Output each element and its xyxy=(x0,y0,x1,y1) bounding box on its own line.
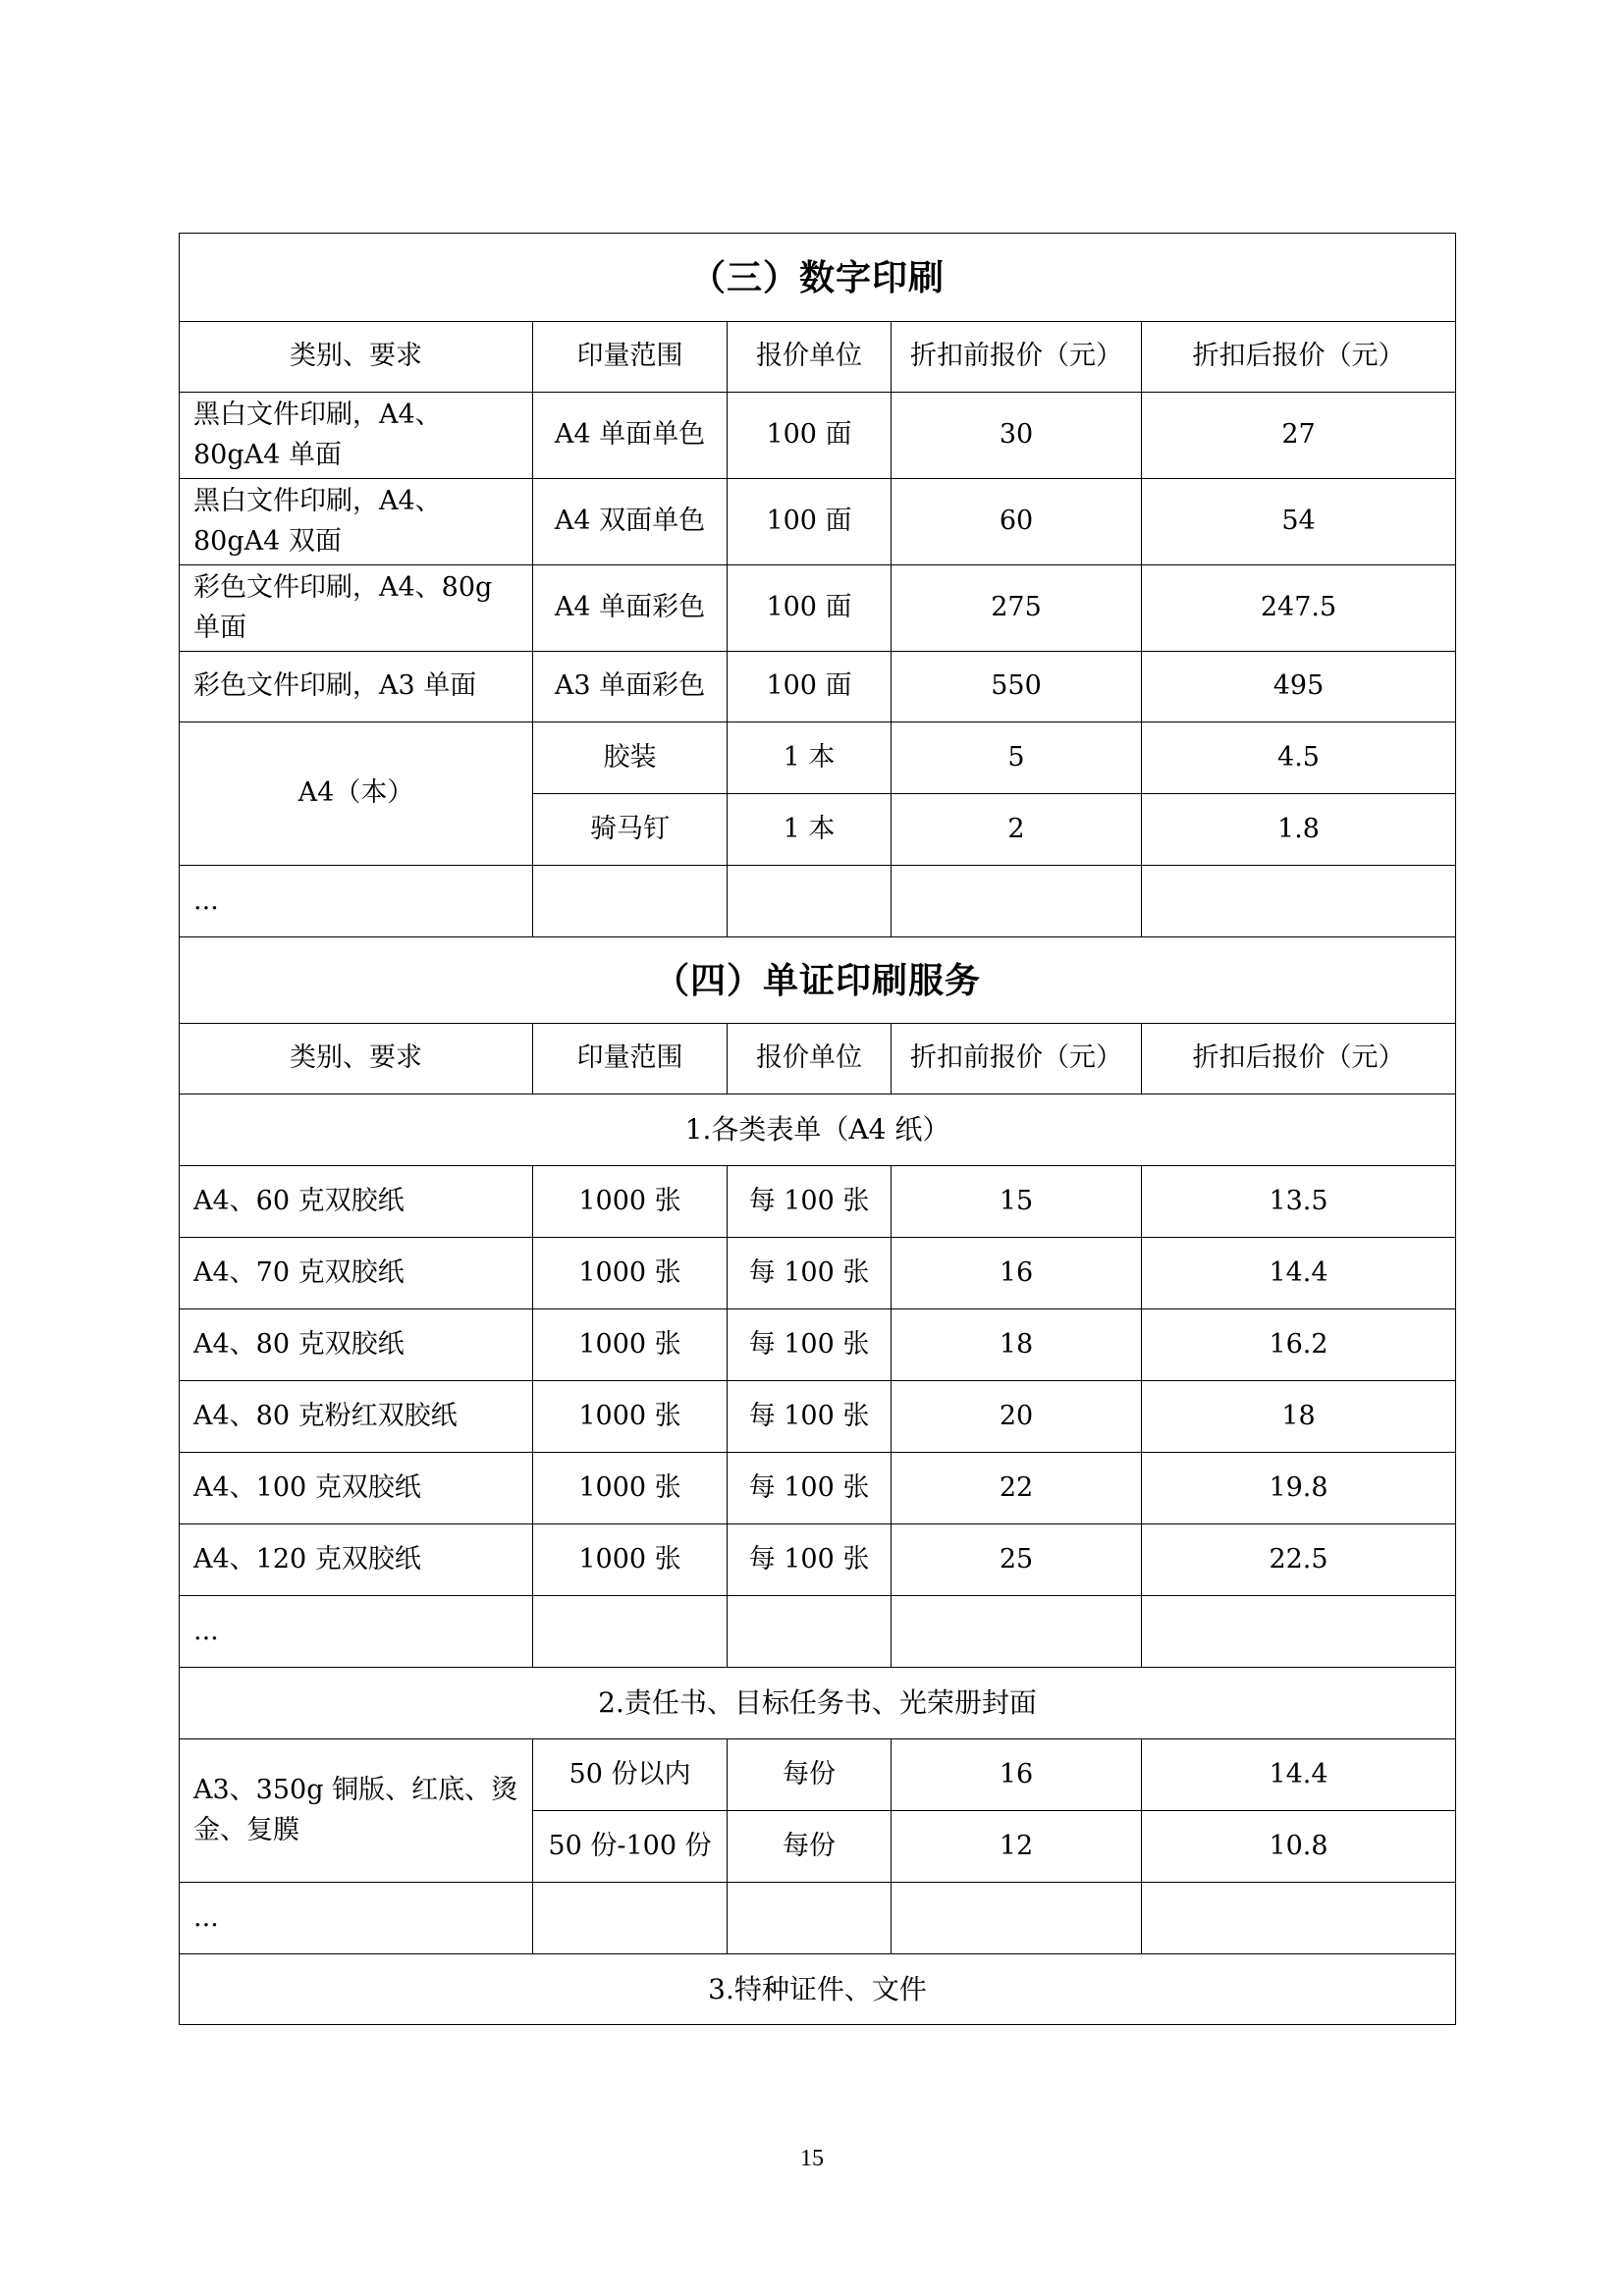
cell-unit: 每 100 张 xyxy=(728,1524,892,1596)
cell-range: A3 单面彩色 xyxy=(533,652,728,722)
cell-price-after: 13.5 xyxy=(1142,1166,1456,1238)
cell-price-before: 12 xyxy=(892,1811,1142,1883)
cell-unit: 每 100 张 xyxy=(728,1453,892,1524)
header-price-after: 折扣后报价（元） xyxy=(1142,322,1456,393)
cell-category: 彩色文件印刷，A3 单面 xyxy=(180,652,533,722)
cell-category-cover: A3、350g 铜版、红底、烫金、复膜 xyxy=(180,1739,533,1883)
cell-empty xyxy=(728,1883,892,1954)
cell-unit: 每份 xyxy=(728,1811,892,1883)
table-row xyxy=(180,1453,1456,1524)
cell-unit: 100 面 xyxy=(728,393,892,479)
cell-category: A4、100 克双胶纸 xyxy=(180,1453,533,1524)
cell-range: 50 份-100 份 xyxy=(533,1811,728,1883)
cell-range: 1000 张 xyxy=(533,1453,728,1524)
subsection-title-certificates: 2.责任书、目标任务书、光荣册封面 xyxy=(180,1668,1456,1739)
cell-category: A4、120 克双胶纸 xyxy=(180,1524,533,1596)
table-row xyxy=(180,722,1456,794)
cell-empty xyxy=(1142,1596,1456,1668)
cell-unit: 每份 xyxy=(728,1739,892,1811)
cell-empty xyxy=(892,1883,1142,1954)
cell-empty xyxy=(533,1596,728,1668)
header-row xyxy=(180,322,1456,393)
cell-unit: 每 100 张 xyxy=(728,1238,892,1309)
cell-price-after: 495 xyxy=(1142,652,1456,722)
cell-range: A4 单面单色 xyxy=(533,393,728,479)
cell-price-before: 275 xyxy=(892,565,1142,652)
cell-price-after: 16.2 xyxy=(1142,1309,1456,1381)
cell-range: 1000 张 xyxy=(533,1309,728,1381)
cell-price-after: 54 xyxy=(1142,479,1456,565)
cell-empty xyxy=(728,1596,892,1668)
cell-unit: 100 面 xyxy=(728,652,892,722)
cell-price-before: 20 xyxy=(892,1381,1142,1453)
cell-ellipsis: ... xyxy=(180,866,533,937)
cell-price-before: 18 xyxy=(892,1309,1142,1381)
cell-category: A4、80 克双胶纸 xyxy=(180,1309,533,1381)
page-number: 15 xyxy=(800,2146,824,2171)
header-category: 类别、要求 xyxy=(180,322,533,393)
cell-empty xyxy=(1142,1883,1456,1954)
table-row xyxy=(180,1166,1456,1238)
cell-empty xyxy=(1142,866,1456,937)
cell-unit: 每 100 张 xyxy=(728,1166,892,1238)
cell-unit: 100 面 xyxy=(728,479,892,565)
table-row xyxy=(180,393,1456,479)
cell-ellipsis: ... xyxy=(180,1883,533,1954)
cell-price-after: 27 xyxy=(1142,393,1456,479)
table-row xyxy=(180,565,1456,652)
cell-unit: 每 100 张 xyxy=(728,1309,892,1381)
cell-price-after: 10.8 xyxy=(1142,1811,1456,1883)
header-price-after: 折扣后报价（元） xyxy=(1142,1024,1456,1095)
header-price-before: 折扣前报价（元） xyxy=(892,1024,1142,1095)
cell-price-before: 16 xyxy=(892,1739,1142,1811)
table-row xyxy=(180,479,1456,565)
cell-price-after: 14.4 xyxy=(1142,1739,1456,1811)
cell-price-before: 25 xyxy=(892,1524,1142,1596)
cell-price-before: 30 xyxy=(892,393,1142,479)
cell-range: A4 单面彩色 xyxy=(533,565,728,652)
cell-price-before: 22 xyxy=(892,1453,1142,1524)
ellipsis-row xyxy=(180,866,1456,937)
header-category: 类别、要求 xyxy=(180,1024,533,1095)
cell-category: A4、80 克粉红双胶纸 xyxy=(180,1381,533,1453)
cell-range: 1000 张 xyxy=(533,1238,728,1309)
ellipsis-row xyxy=(180,1883,1456,1954)
header-range: 印量范围 xyxy=(533,1024,728,1095)
table-row xyxy=(180,1238,1456,1309)
cell-price-before: 5 xyxy=(892,722,1142,794)
table-row xyxy=(180,652,1456,722)
cell-price-after: 19.8 xyxy=(1142,1453,1456,1524)
table-row xyxy=(180,1309,1456,1381)
cell-range: 1000 张 xyxy=(533,1166,728,1238)
subsection-title-special-documents: 3.特种证件、文件 xyxy=(180,1954,1456,2025)
cell-unit: 100 面 xyxy=(728,565,892,652)
header-price-before: 折扣前报价（元） xyxy=(892,322,1142,393)
cell-range: 骑马钉 xyxy=(533,794,728,866)
cell-ellipsis: ... xyxy=(180,1596,533,1668)
cell-price-after: 4.5 xyxy=(1142,722,1456,794)
cell-category: 彩色文件印刷，A4、80g 单面 xyxy=(180,565,533,652)
header-unit: 报价单位 xyxy=(728,322,892,393)
cell-price-after: 18 xyxy=(1142,1381,1456,1453)
price-table xyxy=(179,233,1456,2025)
cell-price-after: 247.5 xyxy=(1142,565,1456,652)
cell-price-before: 16 xyxy=(892,1238,1142,1309)
cell-empty xyxy=(892,1596,1142,1668)
header-unit: 报价单位 xyxy=(728,1024,892,1095)
cell-range: 50 份以内 xyxy=(533,1739,728,1811)
cell-unit: 每 100 张 xyxy=(728,1381,892,1453)
cell-price-before: 15 xyxy=(892,1166,1142,1238)
cell-price-before: 60 xyxy=(892,479,1142,565)
cell-category: 黑白文件印刷，A4、80gA4 双面 xyxy=(180,479,533,565)
cell-empty xyxy=(892,866,1142,937)
cell-range: 1000 张 xyxy=(533,1524,728,1596)
cell-price-before: 2 xyxy=(892,794,1142,866)
section-title-document-printing: （四）单证印刷服务 xyxy=(180,937,1456,1024)
cell-unit: 1 本 xyxy=(728,794,892,866)
header-row xyxy=(180,1024,1456,1095)
table-row xyxy=(180,1381,1456,1453)
cell-category: A4、60 克双胶纸 xyxy=(180,1166,533,1238)
cell-empty xyxy=(728,866,892,937)
cell-category: 黑白文件印刷，A4、80gA4 单面 xyxy=(180,393,533,479)
cell-category: A4、70 克双胶纸 xyxy=(180,1238,533,1309)
cell-category-binding: A4（本） xyxy=(180,722,533,866)
header-range: 印量范围 xyxy=(533,322,728,393)
cell-empty xyxy=(533,866,728,937)
cell-empty xyxy=(533,1883,728,1954)
cell-unit: 1 本 xyxy=(728,722,892,794)
cell-price-after: 14.4 xyxy=(1142,1238,1456,1309)
ellipsis-row xyxy=(180,1596,1456,1668)
table-row xyxy=(180,1524,1456,1596)
cell-price-before: 550 xyxy=(892,652,1142,722)
section-title-digital-printing: （三）数字印刷 xyxy=(180,234,1456,322)
cell-price-after: 22.5 xyxy=(1142,1524,1456,1596)
table-row xyxy=(180,1739,1456,1811)
cell-range: 胶装 xyxy=(533,722,728,794)
subsection-title-forms: 1.各类表单（A4 纸） xyxy=(180,1095,1456,1166)
cell-price-after: 1.8 xyxy=(1142,794,1456,866)
cell-range: A4 双面单色 xyxy=(533,479,728,565)
cell-range: 1000 张 xyxy=(533,1381,728,1453)
